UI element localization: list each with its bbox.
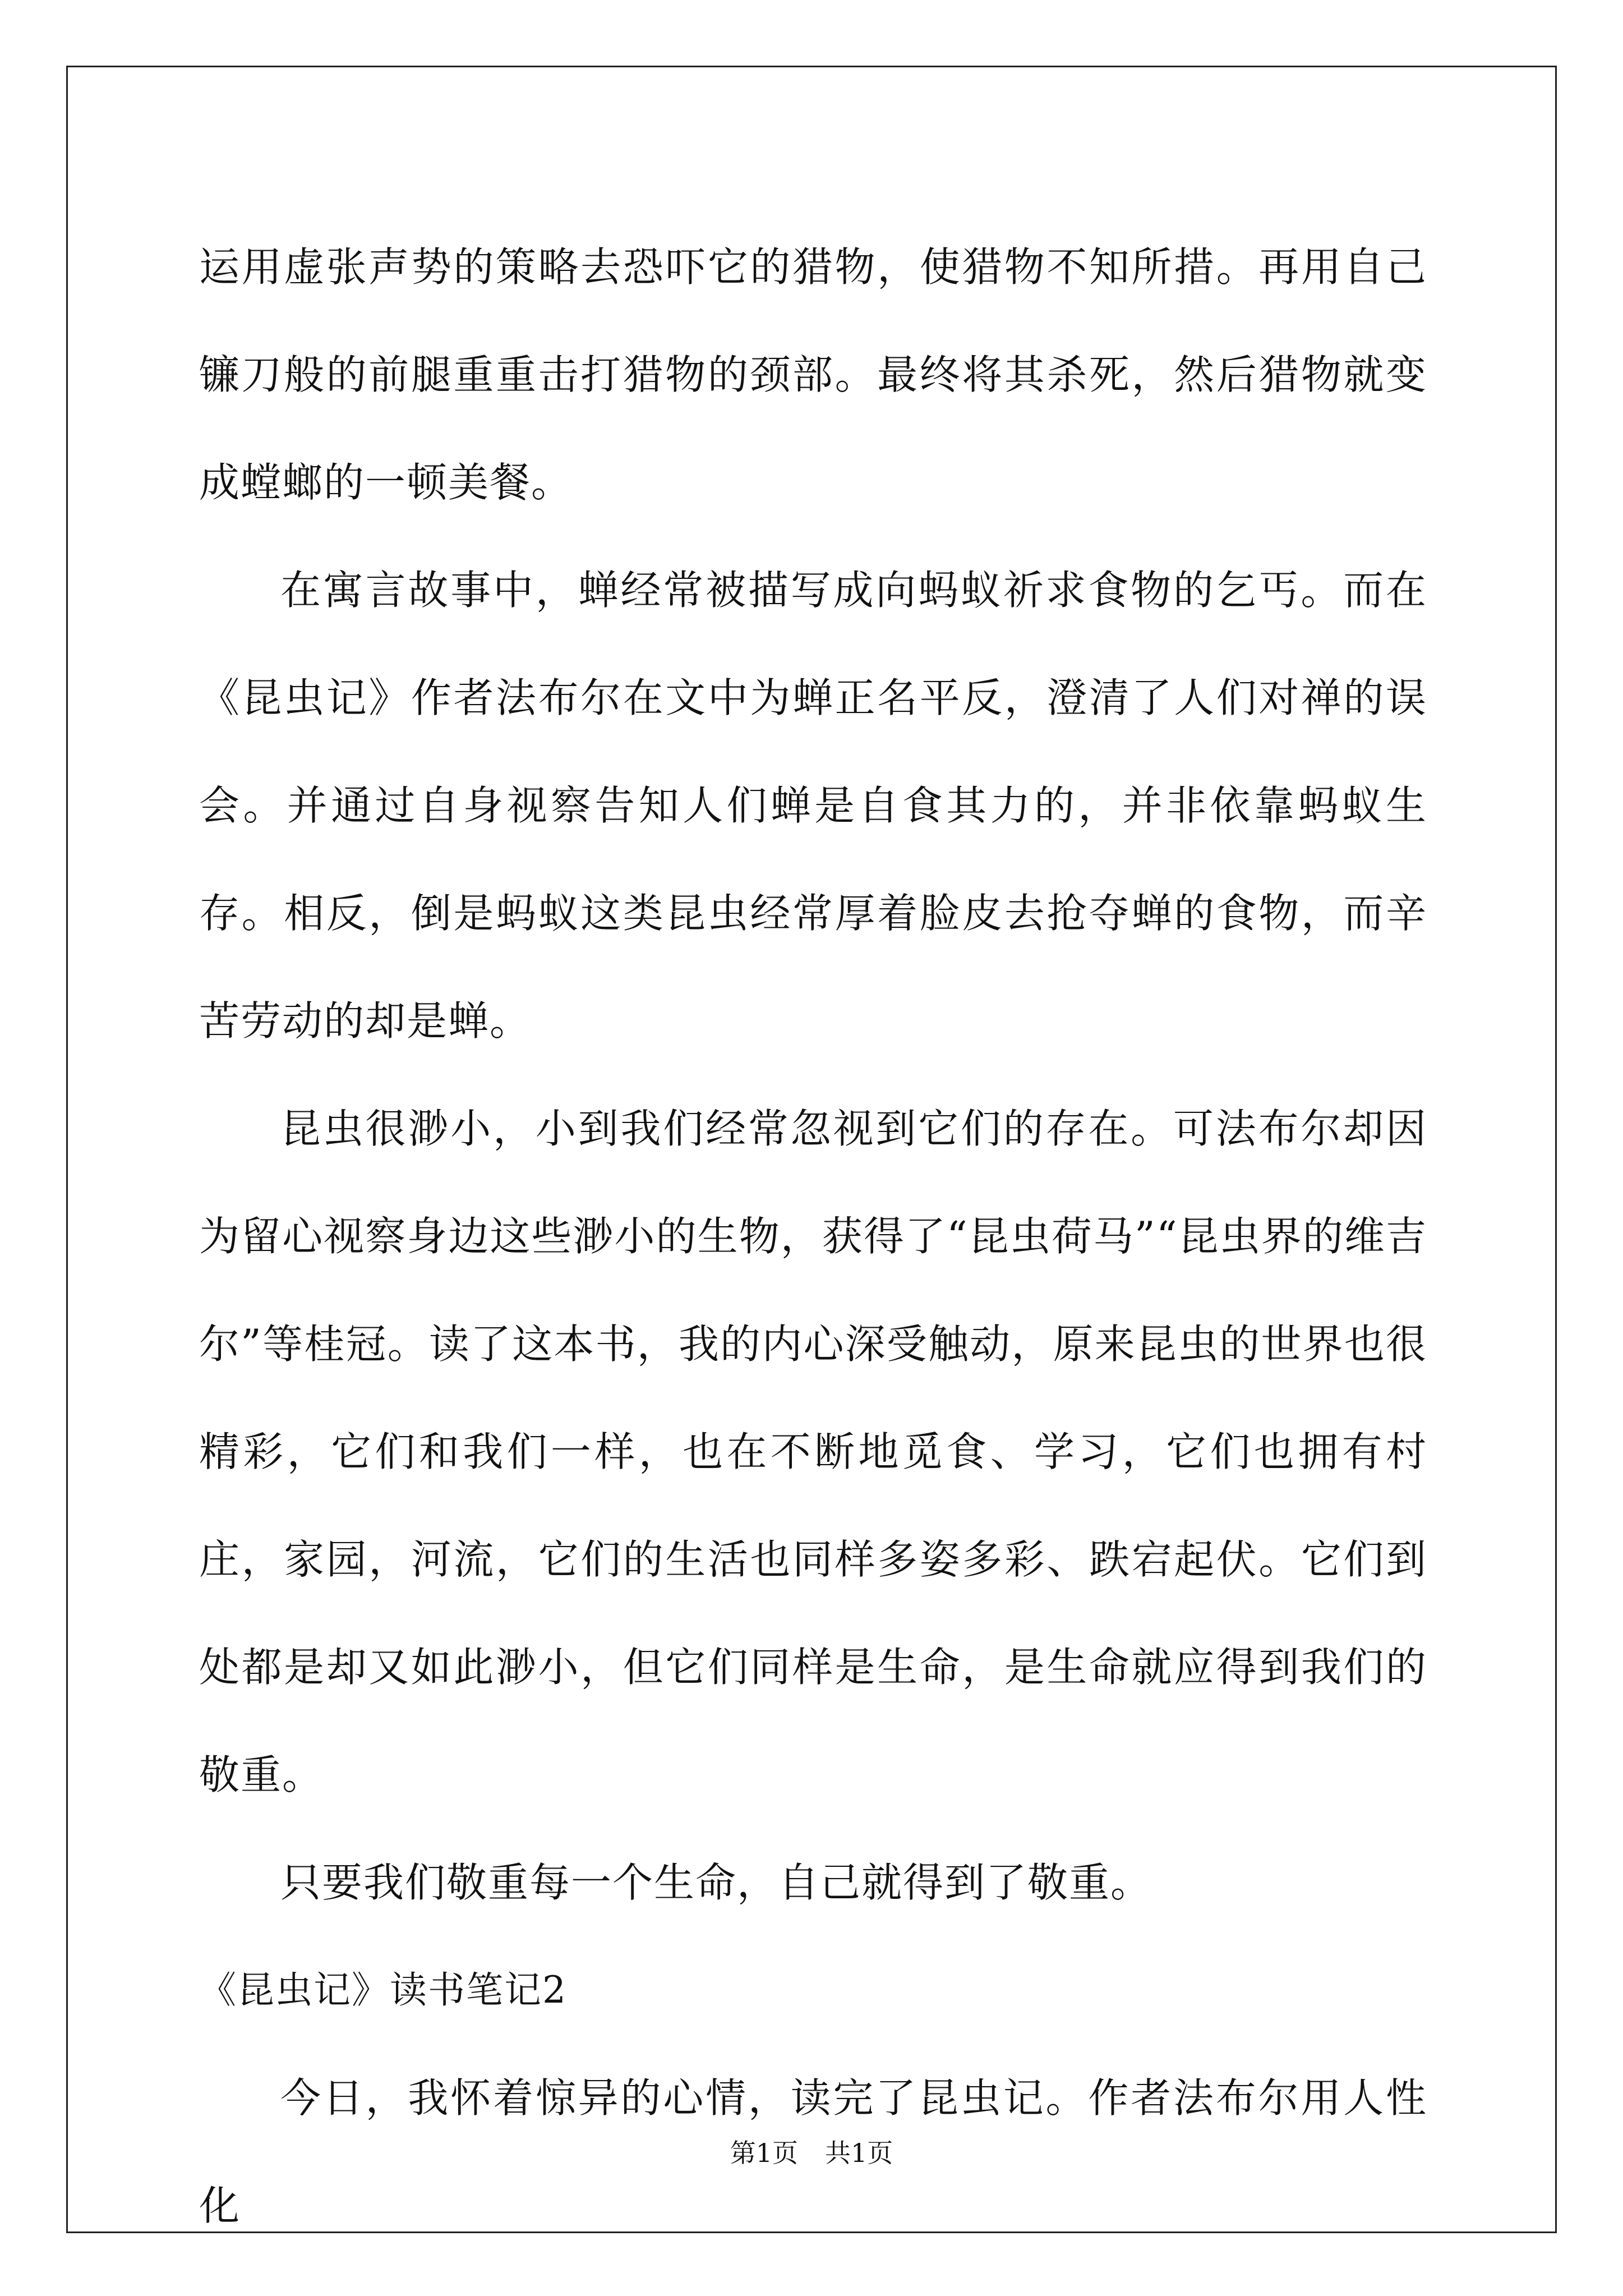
paragraph-3: 昆虫很渺小，小到我们经常忽视到它们的存在。可法布尔却因为留心视察身边这些渺小的生物，获得了“昆虫荷马”“昆虫界的维吉尔”等桂冠。读了这本书，我的内心深受触动，原来昆虫的世界也很精彩，它们和我们一样，也在不断地觅食、学习，它们也拥有村庄，家园，河流，它们的生活也同样多姿多彩、跌宕起伏。它们到处都是却又如此渺小，但它们同样是生命，是生命就应得到我们的敬重。 xyxy=(199,1105,1427,1798)
page-total: 共1页 xyxy=(825,2138,893,2168)
paragraph-4: 只要我们敬重每一个生命，自己就得到了敬重。 xyxy=(280,1859,1152,1906)
paragraph-1: 运用虚张声势的策略去恐吓它的猎物，使猎物不知所措。再用自己镰刀般的前腿重重击打猎物的颈部。最终将其杀死，然后猎物就变成螳螂的一顿美餐。 xyxy=(199,243,1427,506)
section-heading: 《昆虫记》读书笔记2 xyxy=(199,1968,567,2012)
paragraph-2: 在寓言故事中，蝉经常被描写成向蚂蚁祈求食物的乞丐。而在《昆虫记》作者法布尔在文中为蝉正名平反，澄清了人们对禅的误会。并通过自身视察告知人们蝉是自食其力的，并非依靠蚂蚁生存。相反，倒是蚂蚁这类昆虫经常厚着脸皮去抢夺蝉的食物，而辛苦劳动的却是蝉。 xyxy=(199,567,1427,1045)
document-body xyxy=(199,213,1427,2260)
paragraph-5: 今日，我怀着惊异的心情，读完了昆虫记。作者法布尔用人性化 xyxy=(199,2074,1427,2229)
page-number: 第1页 xyxy=(730,2138,798,2168)
page-footer xyxy=(0,2136,1623,2170)
